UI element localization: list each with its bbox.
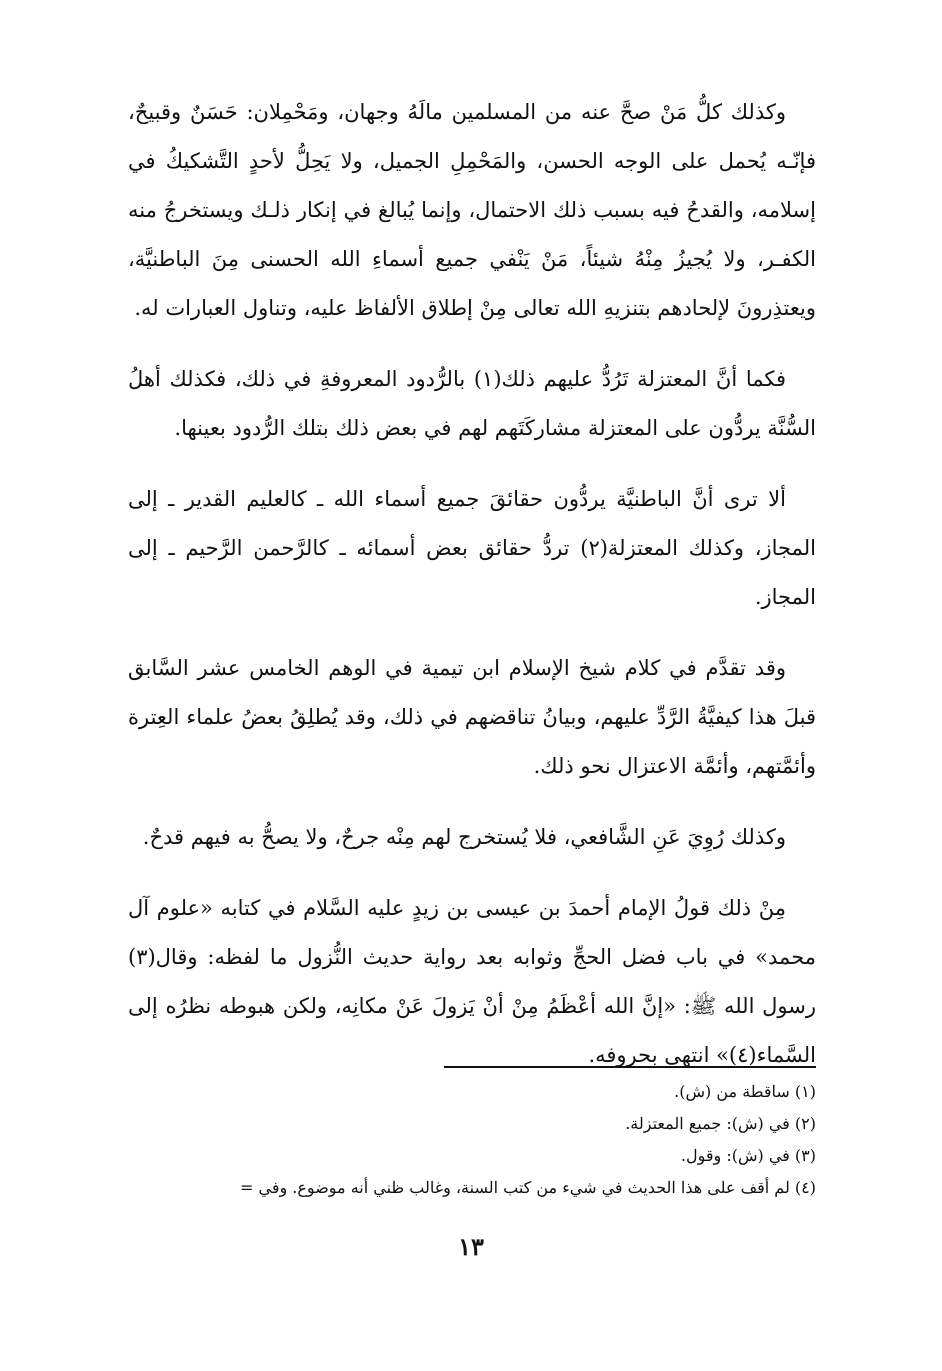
- footnote-4: (٤) لم أقف على هذا الحديث في شيء من كتب السنة، وغالب ظني أنه موضوع. وفي =: [240, 1178, 816, 1197]
- paragraph-3: [128, 475, 816, 622]
- paragraph-6-text: مِنْ ذلك قولُ الإمام أحمدَ بن عيسى بن زيدٍ عليه السَّلام في كتابه «علوم آل محمد» في باب فضل الحجِّ وثوابه بعد رواية حديث النُّزول ما لفظه: وقال(٣) رسول الله ﷺ: «إنَّ الله أعْظَمُ مِنْ أنْ يَزولَ عَنْ مكانِه، ولكن هبوطه نظرُه إلى السَّماء(٤)» انتهى بحروفه.: [128, 896, 816, 1067]
- paragraph-4-text: وقد تقدَّم في كلام شيخ الإسلام ابن تيمية في الوهم الخامس عشر السَّابق قبلَ هذا كيفيَّةُ الرَّدِّ عليهم، وبيانُ تناقضهم في ذلك، وقد يُطلِقُ بعضُ علماء العِترة وأئمَّتهم، وأئمَّة الاعتزال نحو ذلك.: [128, 656, 816, 778]
- footnote-divider: [444, 1066, 816, 1068]
- footnote-3: (٣) في (ش): وقول.: [680, 1146, 816, 1165]
- page-number: ١٣: [458, 1232, 484, 1261]
- main-text: [128, 88, 816, 1102]
- footnotes: [100, 1076, 816, 1204]
- footnote-1: (١) ساقطة من (ش).: [674, 1082, 816, 1101]
- paragraph-2: [128, 355, 816, 453]
- paragraph-1: [128, 88, 816, 333]
- footnote-2: (٢) في (ش): جميع المعتزلة.: [625, 1114, 816, 1133]
- paragraph-4: [128, 644, 816, 791]
- paragraph-1-text: وكذلك كلُّ مَنْ صحَّ عنه من المسلمين مالَهُ وجهان، ومَحْمِلان: حَسَنٌ وقبيحٌ، فإنّـه يُحمل على الوجه الحسن، والمَحْمِلِ الجميل، ولا يَحِلُّ لأحدٍ التَّشكيكُ في إسلامه، والقدحُ فيه بسبب ذلك الاحتمال، وإنما يُبالغ في إنكار ذلـك ويستخرجُ منه الكفـر، ولا يُجيزُ مِنْهُ شيئاً، مَنْ يَنْفي جميع أسماءِ الله الحسنى مِنَ الباطنيَّة، ويعتذِرونَ لإلحادهم بتنزيهِ الله تعالى مِنْ إطلاق الألفاظ عليه، وتناول العبارات له.: [128, 100, 816, 320]
- paragraph-5: [128, 813, 816, 862]
- paragraph-6: [128, 884, 816, 1080]
- paragraph-3-text: ألا ترى أنَّ الباطنيَّة يردُّون حقائقَ جميع أسماء الله ـ كالعليم القدير ـ إلى المجاز، وكذلك المعتزلة(٢) تردُّ حقائق بعض أسمائه ـ كالرَّحمن الرَّحيم ـ إلى المجاز.: [128, 487, 816, 609]
- paragraph-5-text: وكذلك رُوِيَ عَنِ الشَّافعي، فلا يُستخرج لهم مِنْه جرحٌ، ولا يصحُّ به فيهم قدحٌ.: [142, 825, 786, 849]
- paragraph-2-text: فكما أنَّ المعتزلة تَرُدُّ عليهم ذلك(١) بالرُّدود المعروفةِ في ذلك، فكذلك أهلُ السُّنَّة يردُّون على المعتزلة مشاركَتَهم لهم في بعض ذلك بتلك الرُّدود بعينها.: [128, 367, 816, 440]
